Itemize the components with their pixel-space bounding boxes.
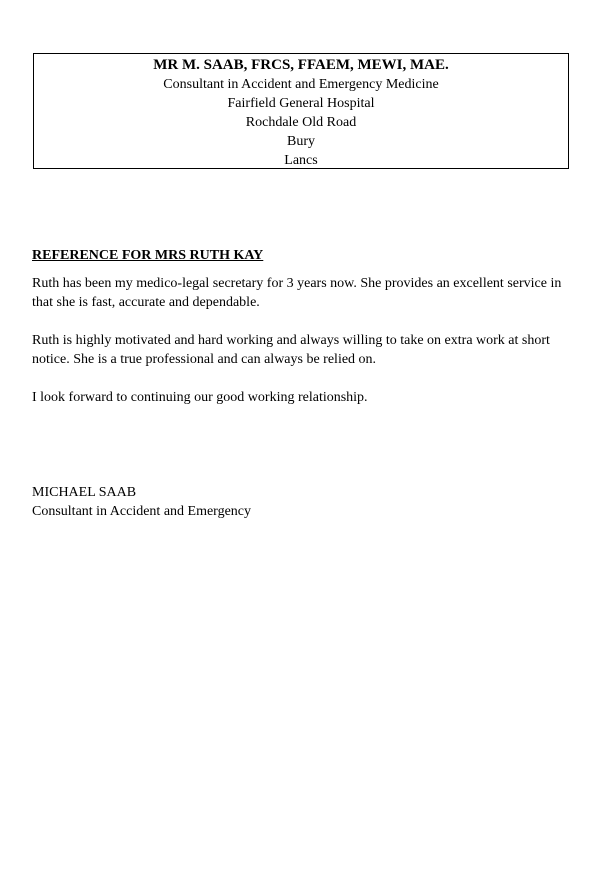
letterhead-county: Lancs: [284, 153, 318, 168]
paragraph-1: Ruth has been my medico-legal secretary for 3 years now. She provides an excellent service in that she is fast, accurate and dependable.: [32, 276, 562, 310]
letterhead-name: MR M. SAAB, FRCS, FFAEM, MEWI, MAE.: [153, 57, 449, 73]
letterhead-hospital: Fairfield General Hospital: [227, 96, 375, 111]
letterhead-street: Rochdale Old Road: [245, 115, 357, 130]
signature-name: MICHAEL SAAB: [32, 485, 137, 500]
paragraph-2: Ruth is highly motivated and hard working and always willing to take on extra work at short notice. She is a true professional and can always be relied on.: [32, 333, 550, 367]
letterhead-town: Bury: [287, 134, 315, 149]
paragraph-3: I look forward to continuing our good working relationship.: [32, 390, 368, 405]
signature-title: Consultant in Accident and Emergency: [32, 504, 252, 519]
reference-heading: REFERENCE FOR MRS RUTH KAY: [32, 248, 264, 263]
letterhead-box: [33, 53, 569, 169]
letterhead-title: Consultant in Accident and Emergency Medicine: [163, 77, 439, 92]
